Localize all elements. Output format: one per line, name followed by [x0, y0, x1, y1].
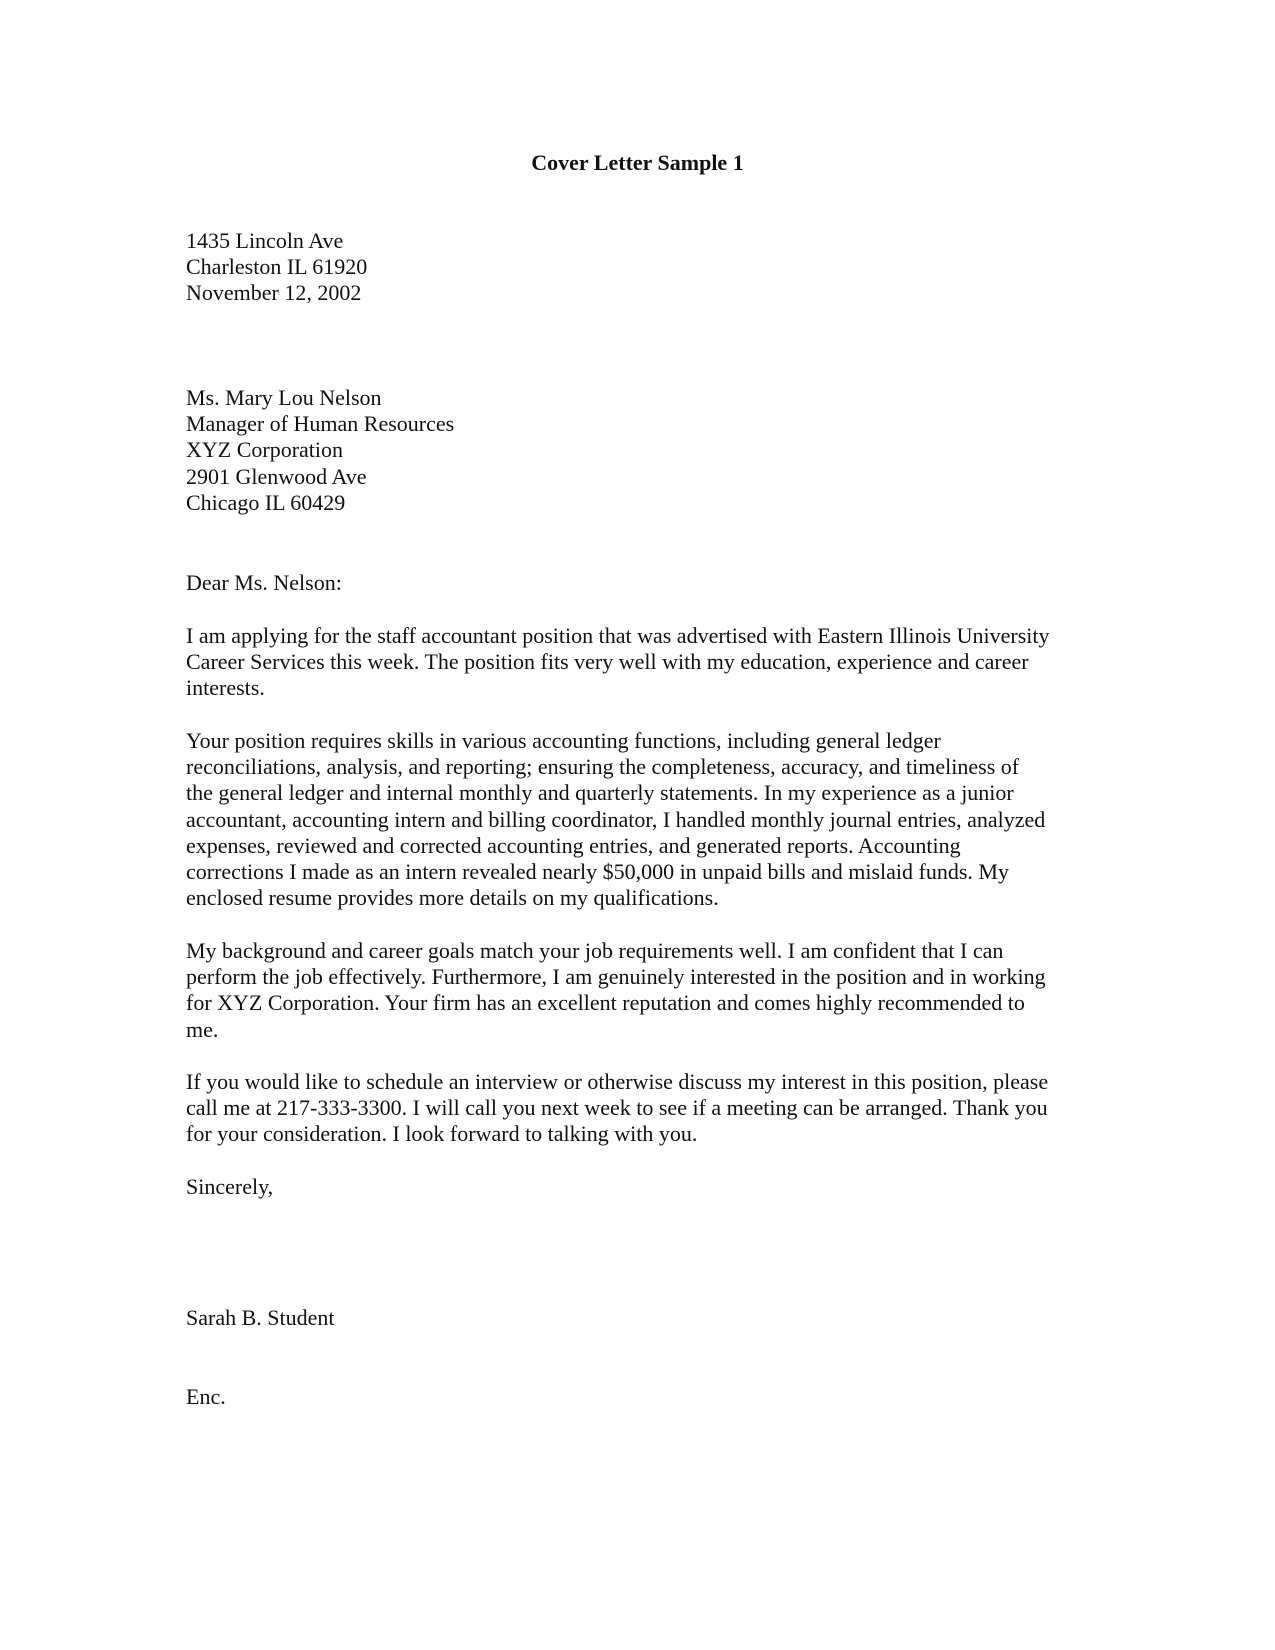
paragraph-line: accountant, accounting intern and billing coordinator, I handled monthly journal entries, analyzed [186, 806, 1046, 832]
closing [186, 1174, 1086, 1200]
salutation [186, 570, 1086, 596]
paragraph-line: call me at 217-333-3300. I will call you next week to see if a meeting can be arranged. Thank you [186, 1095, 1048, 1121]
paragraph-line: My background and career goals match your job requirements well. I am confident that I can [186, 938, 1004, 963]
body-paragraph-2 [186, 728, 1086, 911]
paragraph-line: me. [186, 1016, 219, 1042]
paragraph-line: perform the job effectively. Furthermore, I am genuinely interested in the position and in working [186, 964, 1046, 990]
salutation-text: Dear Ms. Nelson: [186, 570, 342, 595]
recipient-company: XYZ Corporation [186, 437, 344, 463]
signature-block [186, 1305, 1086, 1331]
sender-address [186, 228, 1086, 307]
paragraph-line: for your consideration. I look forward to talking with you. [186, 1121, 698, 1147]
recipient-title: Manager of Human Resources [186, 411, 455, 437]
closing-text: Sincerely, [186, 1174, 274, 1199]
body-paragraph-4 [186, 1069, 1086, 1148]
paragraph-line: Your position requires skills in various accounting functions, including general ledger [186, 728, 941, 753]
body-paragraph-3 [186, 938, 1086, 1043]
paragraph-line: Career Services this week. The position fits very well with my education, experience and career [186, 649, 1029, 675]
sender-street: 1435 Lincoln Ave [186, 228, 344, 253]
letter-date: November 12, 2002 [186, 280, 362, 306]
paragraph-line: reconciliations, analysis, and reporting; ensuring the completeness, accuracy, and timeliness of [186, 754, 1020, 780]
document-title: Cover Letter Sample 1 [531, 150, 744, 175]
paragraph-line: corrections I made as an intern revealed nearly $50,000 in unpaid bills and mislaid funds. My [186, 859, 1009, 885]
recipient-street: 2901 Glenwood Ave [186, 463, 367, 489]
recipient-name: Ms. Mary Lou Nelson [186, 385, 382, 410]
recipient-address [186, 385, 1086, 516]
signature-name: Sarah B. Student [186, 1305, 335, 1330]
sender-city-state-zip: Charleston IL 61920 [186, 254, 368, 280]
paragraph-line: the general ledger and internal monthly and quarterly statements. In my experience as a junior [186, 780, 1014, 806]
paragraph-line: I am applying for the staff accountant position that was advertised with Eastern Illinois University [186, 623, 1050, 648]
paragraph-line: If you would like to schedule an interview or otherwise discuss my interest in this position, please [186, 1069, 1049, 1094]
paragraph-line: enclosed resume provides more details on my qualifications. [186, 885, 719, 911]
paragraph-line: interests. [186, 675, 265, 701]
paragraph-line: for XYZ Corporation. Your firm has an excellent reputation and comes highly recommended to [186, 990, 1025, 1016]
paragraph-line: expenses, reviewed and corrected accounting entries, and generated reports. Accounting [186, 832, 961, 858]
recipient-city-state-zip: Chicago IL 60429 [186, 489, 346, 515]
enclosure-notation [186, 1384, 1086, 1410]
enclosure-text: Enc. [186, 1384, 226, 1409]
body-paragraph-1 [186, 623, 1086, 702]
